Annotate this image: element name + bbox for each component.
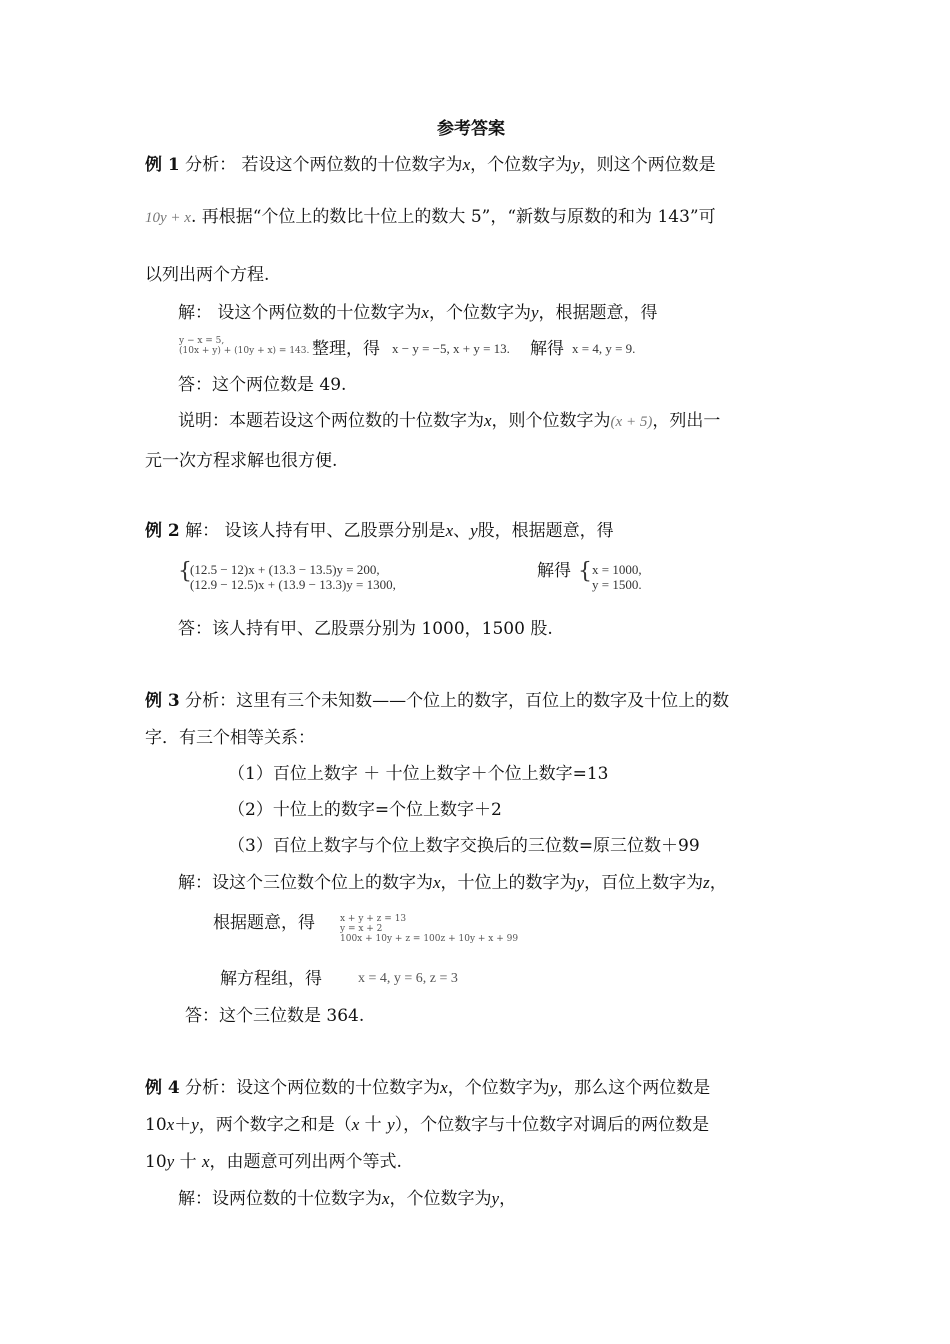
ex3-solve-label: 解方程组，得 <box>220 969 322 989</box>
ex1-solution-line: 解： 设这个两位数的十位数字为x，个位数字为y，根据题意，得 <box>178 303 658 323</box>
ex4-solution-line: 解：设两位数的十位数字为x，个位数字为y， <box>178 1189 517 1209</box>
ex3-analysis-line1: 例 3 分析：这里有三个未知数——个位上的数字，百位上的数字及十位上的数 <box>145 691 730 711</box>
ex1-system3: x = 4, y = 9. <box>572 341 636 356</box>
ex3-setup-label: 根据题意，得 <box>213 913 315 933</box>
ex1-analysis-line1: 例 1 分析： 若设这个两位数的十位数字为x，个位数字为y，则这个两位数是 <box>145 155 716 175</box>
ex3-relation3: （3）百位上数字与个位上数字交换后的三位数=原三位数＋99 <box>228 836 700 856</box>
ex1-system2: x − y = −5, x + y = 13. <box>392 341 510 356</box>
ex4-label: 例 4 <box>145 1078 180 1098</box>
ex3-relation2: （2）十位上的数字=个位上数字＋2 <box>228 800 502 820</box>
ex1-tidy-label: 整理，得 <box>312 339 380 359</box>
ex2-brace-result: { <box>578 559 592 584</box>
ex1-system1: y − x = 5, (10x + y) + (10y + x) = 143. <box>179 336 310 356</box>
ex1-label: 例 1 <box>145 155 180 175</box>
ex1-note-line2: 元一次方程求解也很方便. <box>145 451 338 471</box>
ex2-solve-label: 解得 <box>537 561 571 581</box>
ex2-answer: 答：该人持有甲、乙股票分别为 1000，1500 股. <box>178 619 553 639</box>
ex1-expr: 10y + x <box>145 210 191 226</box>
ex1-note-line1: 说明：本题若设这个两位数的十位数字为x，则个位数字为(x + 5)，列出一 <box>178 411 721 431</box>
ex2-system: (12.5 − 12)x + (13.3 − 13.5)y = 200, (12.9 − 12.5)x + (13.9 − 13.3)y = 1300, <box>190 562 396 592</box>
page-title: 参考答案 <box>437 119 505 139</box>
ex1-solve-label: 解得 <box>530 339 564 359</box>
ex1-analysis-line3: 以列出两个方程. <box>145 265 270 285</box>
ex3-result: x = 4, y = 6, z = 3 <box>358 971 458 986</box>
ex3-relation1: （1）百位上数字 ＋ 十位上数字＋个位上数字=13 <box>228 764 609 784</box>
ex4-analysis-line2: 10x＋y，两个数字之和是（x 十 y），个位数字与十位数字对调后的两位数是 <box>145 1115 710 1135</box>
ex4-analysis-line3: 10y 十 x，由题意可列出两个等式. <box>145 1152 402 1172</box>
ex4-analysis-line1: 例 4 分析：设这个两位数的十位数字为x，个位数字为y，那么这个两位数是 <box>145 1078 711 1098</box>
ex3-solution-line: 解：设这个三位数个位上的数字为x，十位上的数字为y，百位上数字为z， <box>178 873 727 893</box>
ex3-answer: 答：这个三位数是 364. <box>185 1006 365 1026</box>
ex3-analysis-line2: 字．有三个相等关系： <box>145 728 315 748</box>
ex2-brace: { <box>178 559 192 584</box>
ex2-result: x = 1000, y = 1500. <box>592 562 642 592</box>
ex2-label: 例 2 <box>145 521 180 541</box>
ex3-label: 例 3 <box>145 691 180 711</box>
ex1-answer: 答：这个两位数是 49. <box>178 375 347 395</box>
ex2-solution-line: 例 2 解： 设该人持有甲、乙股票分别是x、y股，根据题意，得 <box>145 521 614 541</box>
ex1-analysis-line2: 10y + x. 再根据“个位上的数比十位上的数大 5”，“新数与原数的和为 143”可 <box>145 207 716 227</box>
ex3-system: x + y + z = 13 y = x + 2 100x + 10y + z = 100z + 10y + x + 99 <box>340 914 519 944</box>
